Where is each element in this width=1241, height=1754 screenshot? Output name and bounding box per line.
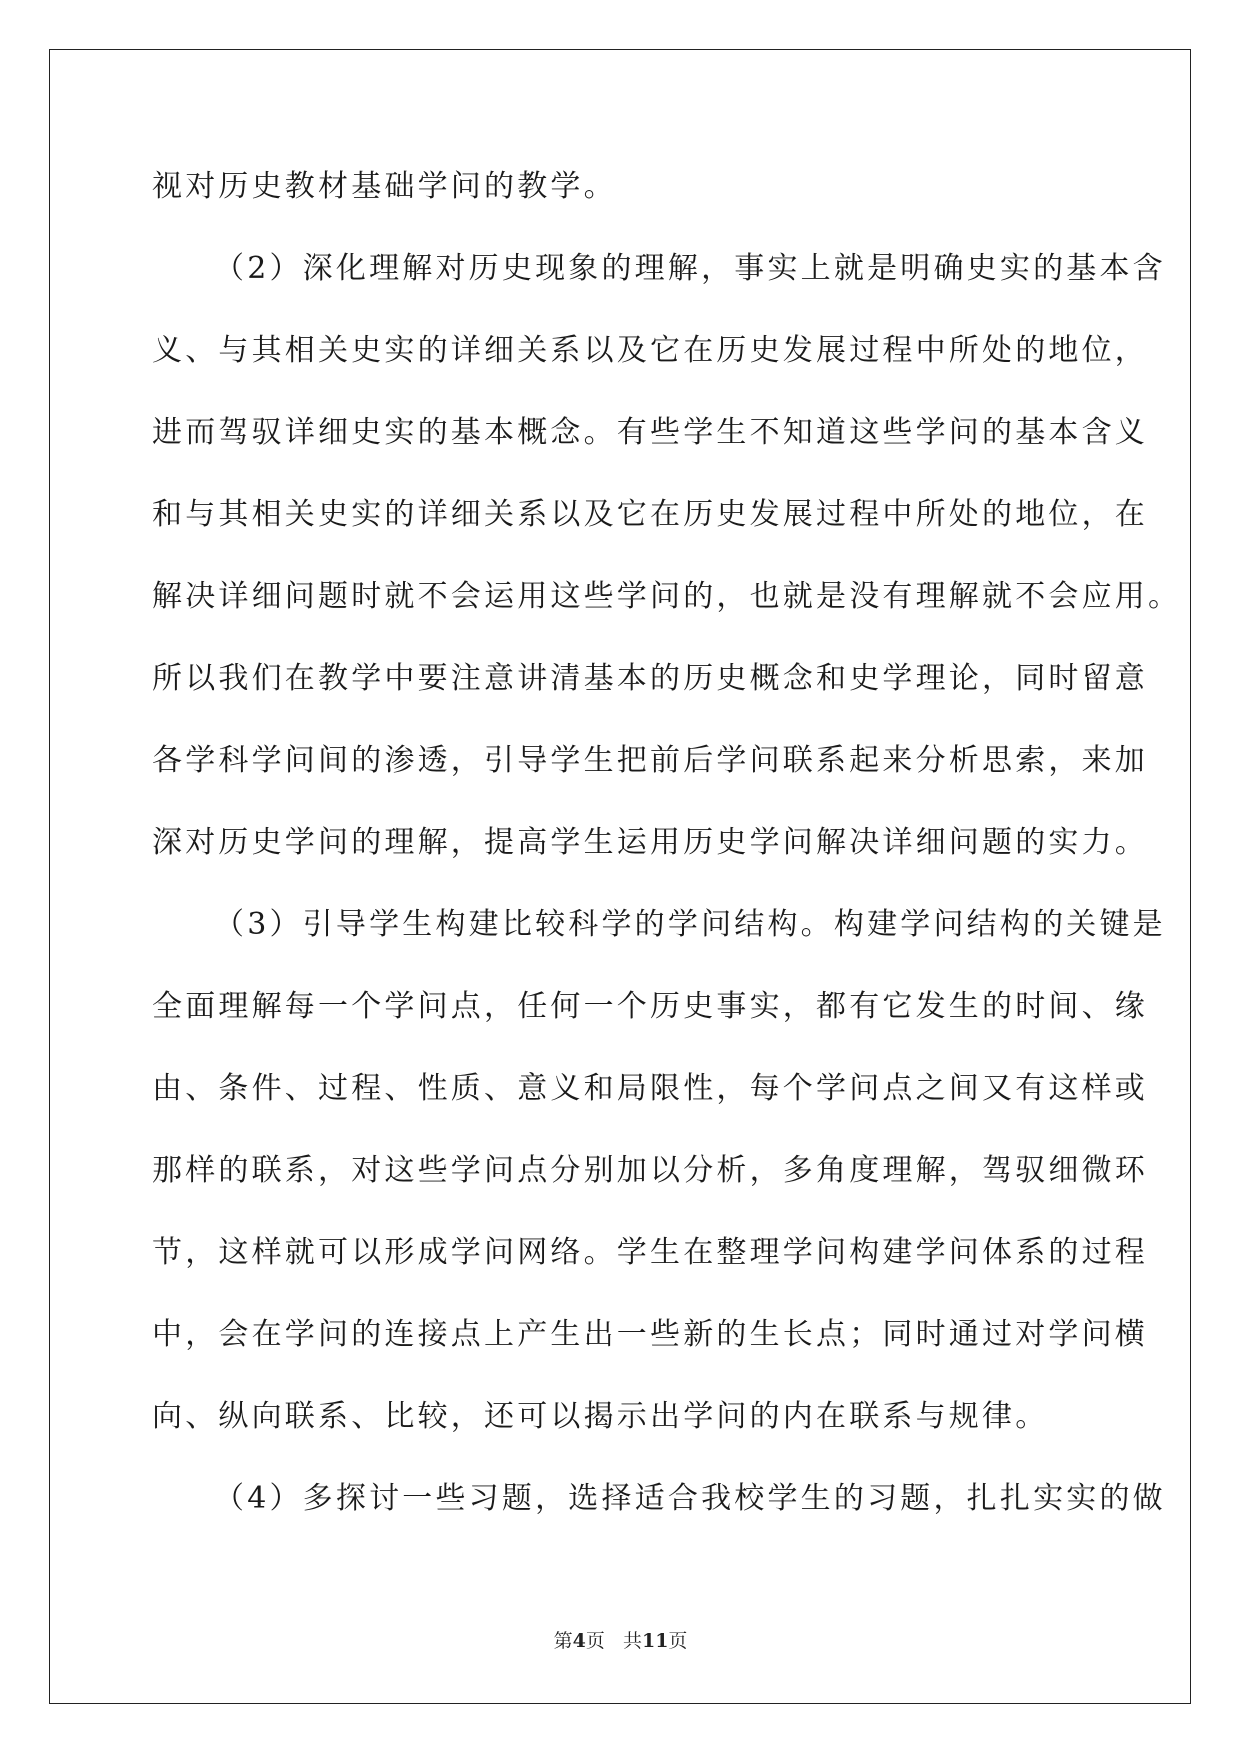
text-line: 解决详细问题时就不会运用这些学问的，也就是没有理解就不会应用。 (152, 579, 1182, 614)
text-line: 视对历史教材基础学问的教学。 (152, 169, 617, 204)
text-line: 进而驾驭详细史实的基本概念。有些学生不知道这些学问的基本含义 (152, 415, 1148, 450)
text-line: 义、与其相关史实的详细关系以及它在历史发展过程中所处的地位， (152, 333, 1148, 368)
text-line: 中，会在学问的连接点上产生出一些新的生长点；同时通过对学问横 (152, 1317, 1148, 1352)
text-line: 由、条件、过程、性质、意义和局限性，每个学问点之间又有这样或 (152, 1071, 1148, 1106)
paragraph-2-start: （2）深化理解对历史现象的理解，事实上就是明确史实的基本含 (214, 251, 1166, 286)
text-line: 各学科学问间的渗透，引导学生把前后学问联系起来分析思索，来加 (152, 743, 1148, 778)
page-number: 4 (572, 1630, 586, 1652)
text-line: 深对历史学问的理解，提高学生运用历史学问解决详细问题的实力。 (152, 825, 1148, 860)
footer-total-prefix: 共 (622, 1630, 642, 1652)
text-line: 和与其相关史实的详细关系以及它在历史发展过程中所处的地位，在 (152, 497, 1148, 532)
text-line: 那样的联系，对这些学问点分别加以分析，多角度理解，驾驭细微环 (152, 1153, 1148, 1188)
footer-total-word: 页 (668, 1630, 688, 1652)
text-line: 所以我们在教学中要注意讲清基本的历史概念和史学理论，同时留意 (152, 661, 1148, 696)
text-line: 向、纵向联系、比较，还可以揭示出学问的内在联系与规律。 (152, 1399, 1049, 1434)
page-footer (0, 1626, 1241, 1653)
footer-prefix: 第 (553, 1630, 573, 1652)
footer-page-word: 页 (585, 1630, 605, 1652)
paragraph-4-start: （4）多探讨一些习题，选择适合我校学生的习题，扎扎实实的做 (214, 1481, 1166, 1516)
total-pages: 11 (641, 1630, 669, 1652)
text-line: 全面理解每一个学问点，任何一个历史事实，都有它发生的时间、缘 (152, 989, 1148, 1024)
document-body (152, 160, 1182, 1554)
paragraph-3-start: （3）引导学生构建比较科学的学问结构。构建学问结构的关键是 (214, 907, 1166, 942)
text-line: 节，这样就可以形成学问网络。学生在整理学问构建学问体系的过程 (152, 1235, 1148, 1270)
